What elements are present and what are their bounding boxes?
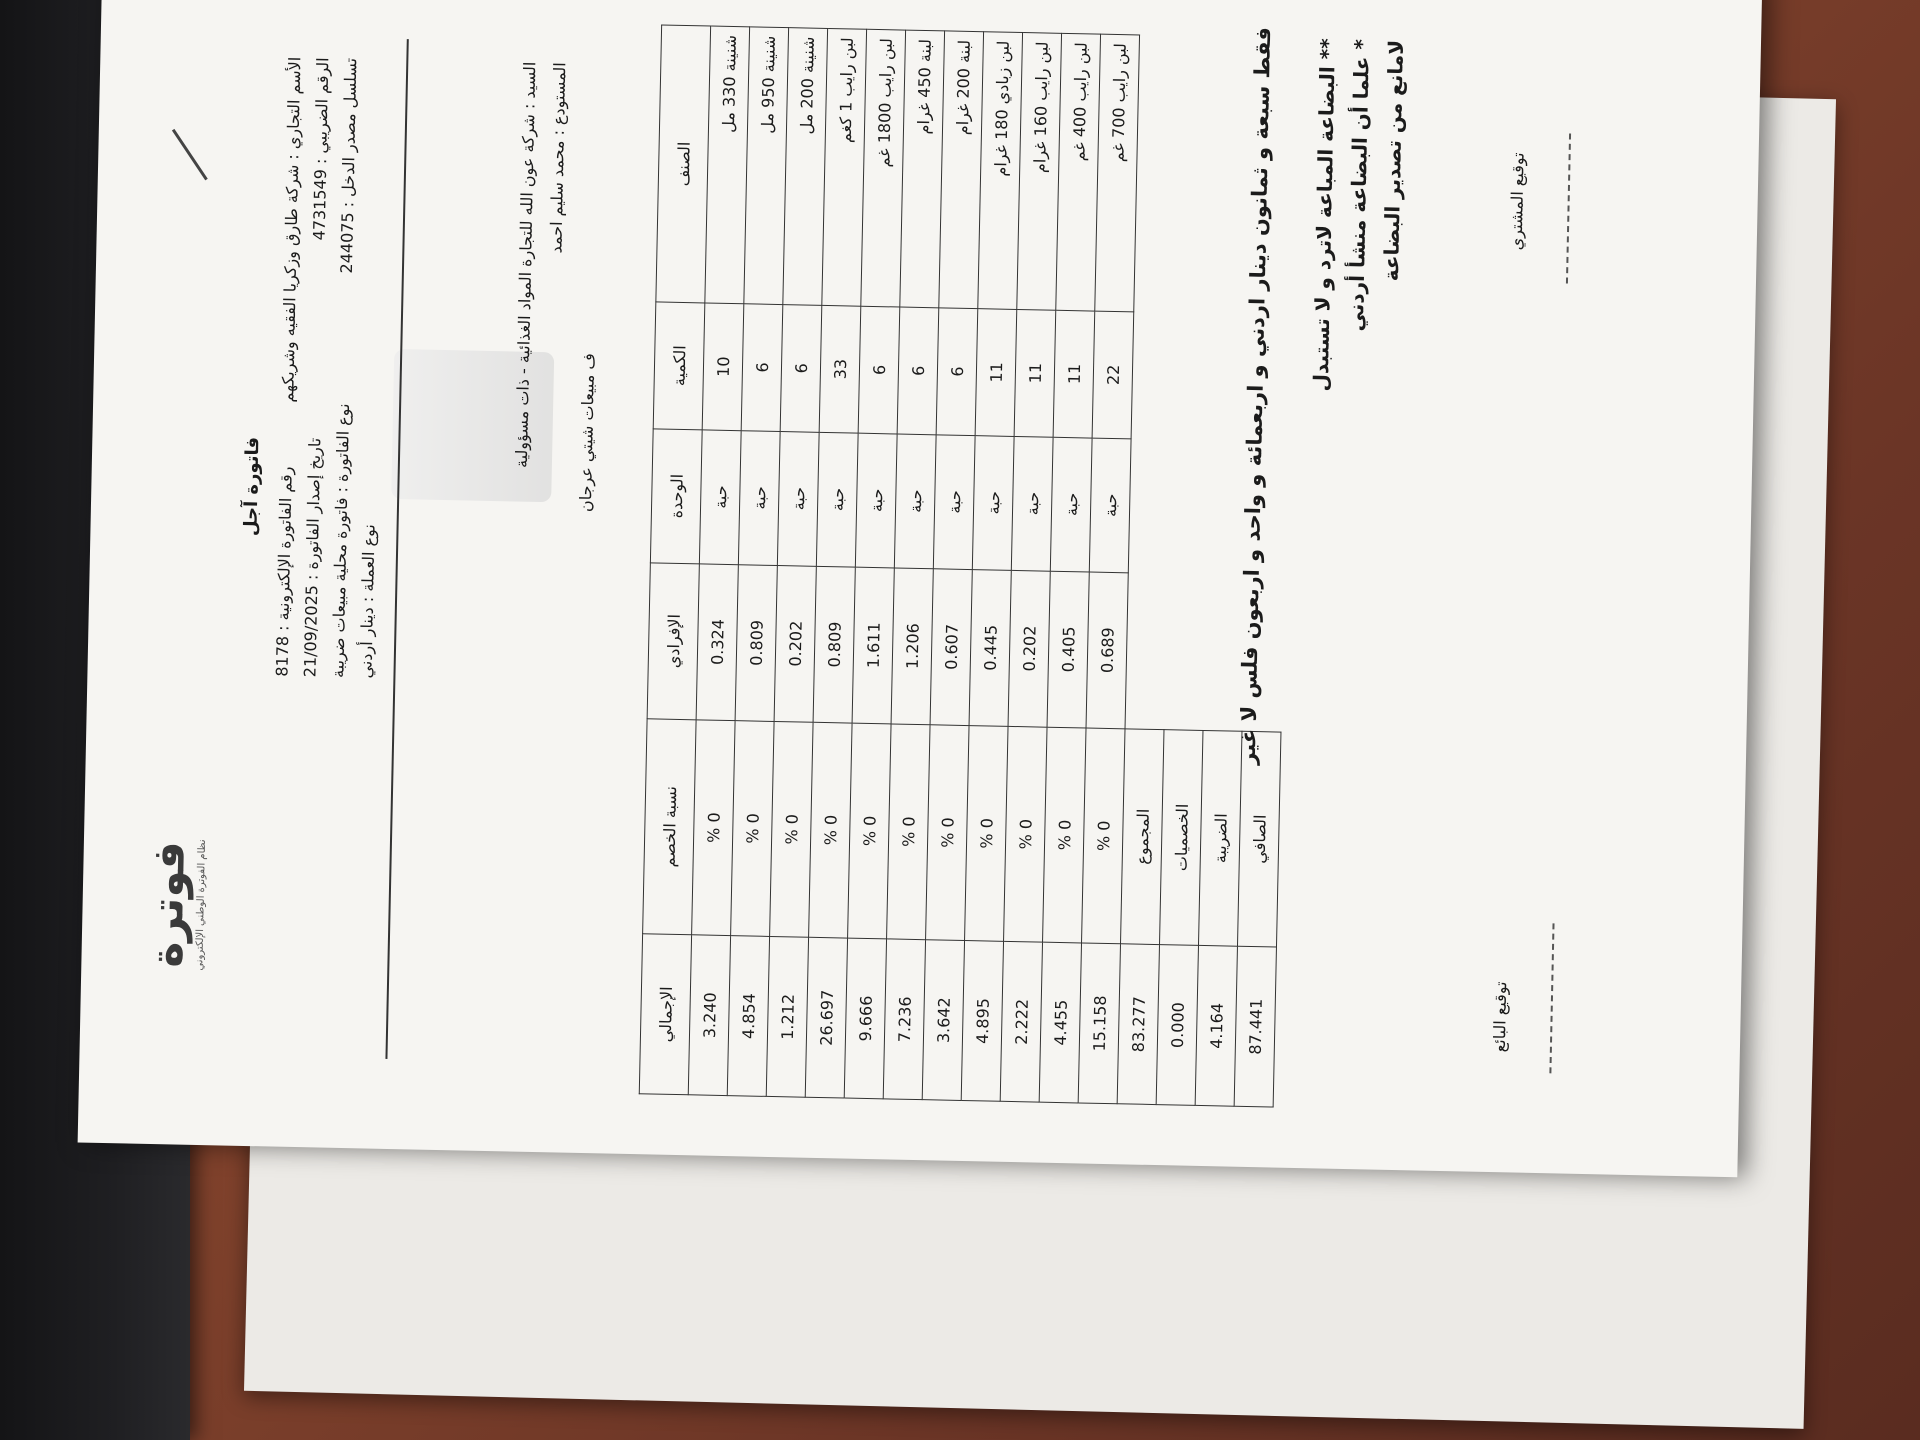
cell-qty: 10 — [702, 303, 744, 430]
cell-item: شنينة 950 مل — [744, 27, 789, 305]
cell-total: 3.642 — [922, 940, 964, 1101]
cell-unit: حبة — [1089, 438, 1131, 573]
buyer-warehouse-label: المستودع : — [548, 62, 570, 136]
cell-unit: حبة — [699, 430, 741, 565]
cell-qty: 6 — [936, 308, 978, 435]
invoice-date-row — [300, 438, 324, 678]
cell-total: 1.212 — [766, 937, 808, 1098]
cell-item: لبن رايب 1 كغم — [822, 28, 867, 306]
summary-spacer — [1170, 313, 1212, 440]
summary-label: المجموع — [1121, 728, 1165, 944]
cell-item: لبنة 450 غرام — [900, 30, 945, 308]
cell-unit: حبة — [1011, 436, 1053, 571]
cell-qty: 6 — [741, 304, 783, 431]
summary-spacer — [1134, 35, 1179, 313]
buyer-note: ف مبيعات شيتي عرجان — [575, 352, 599, 513]
invoice-number-label: رقم الفاتورة الإلكترونية : — [273, 466, 296, 632]
seller-tax-row — [310, 57, 333, 240]
note-line: لامانع من تصدير البضاعة — [1378, 39, 1408, 282]
cell-qty: 11 — [975, 309, 1017, 436]
summary-label: الخصميات — [1159, 729, 1203, 945]
cell-total: 4.895 — [961, 941, 1003, 1102]
buyer-signature-label: توقيع المشتري — [1506, 152, 1528, 251]
cell-item: شنينة 330 مل — [705, 26, 750, 304]
seller-income-serial-row — [337, 58, 361, 274]
buyer-warehouse-row — [546, 62, 569, 253]
cell-price: 0.202 — [774, 565, 816, 722]
cell-item: لبن رايب 400 غم — [1056, 33, 1101, 311]
cell-price: 0.445 — [969, 569, 1011, 726]
summary-spacer — [1164, 573, 1206, 730]
invoice-number-row — [272, 466, 295, 676]
cell-unit: حبة — [933, 434, 975, 569]
invoice-number: 8178 — [272, 635, 293, 677]
cell-qty: 6 — [780, 305, 822, 432]
summary-spacer — [1173, 36, 1218, 314]
cell-price: 0.689 — [1086, 572, 1128, 729]
cell-qty: 22 — [1092, 311, 1134, 438]
cell-qty: 6 — [897, 307, 939, 434]
summary-value: 87.441 — [1234, 946, 1276, 1107]
cell-price: 0.809 — [735, 565, 777, 722]
cell-item: لبن رايب 160 غرام — [1017, 33, 1062, 311]
summary-spacer — [1131, 312, 1173, 439]
amount-in-words: فقط سبعة و ثمانون دينار اردني و اربعمائة و واحد و اربعون فلس لا غير — [1235, 26, 1276, 766]
cell-qty: 11 — [1014, 309, 1056, 436]
cell-discount: 0 % — [770, 721, 814, 937]
cell-unit: حبة — [738, 430, 780, 565]
cell-total: 3.240 — [688, 935, 730, 1096]
seller-trade-name-row — [278, 57, 304, 403]
summary-spacer — [1167, 439, 1209, 574]
cell-discount: 0 % — [1004, 726, 1048, 942]
cell-price: 0.607 — [930, 569, 972, 726]
seller-tax-label: الرقم الضريبي : — [311, 57, 333, 165]
cell-qty: 11 — [1053, 310, 1095, 437]
seller-income-serial: 244075 — [336, 212, 358, 274]
summary-spacer — [1128, 439, 1170, 574]
summary-value: 0.000 — [1156, 945, 1198, 1106]
cell-unit: حبة — [777, 431, 819, 566]
cell-unit: حبة — [894, 434, 936, 569]
seller-trade-name: شركة طارق وزكريا الفقيه وشريكهم — [278, 164, 303, 403]
notes-block — [1304, 38, 1413, 393]
buyer-warehouse: محمد سليم احمد — [546, 140, 568, 254]
cell-total: 26.697 — [805, 937, 847, 1098]
fawtara-logo — [140, 774, 209, 1035]
cell-discount: 0 % — [1043, 727, 1087, 943]
cell-total: 4.854 — [727, 936, 769, 1097]
buyer-customer: شركة عون الله للتجارة المواد الغذائية - ذات مسؤولية — [511, 113, 539, 469]
cell-discount: 0 % — [692, 719, 736, 935]
cell-total: 2.222 — [1000, 941, 1042, 1102]
invoice-kind: فاتورة محلية مبيعات ضريبة — [328, 497, 352, 679]
invoice-date-label: تاريخ إصدار الفاتورة : — [302, 437, 325, 581]
seller-signature-label: توقيع البائع — [1489, 981, 1511, 1053]
items-table — [639, 24, 1296, 1107]
cell-discount: 0 % — [731, 720, 775, 936]
invoice-kind-row — [328, 403, 353, 678]
cell-total: 9.666 — [844, 938, 886, 1099]
cell-total: 4.455 — [1039, 942, 1081, 1103]
invoice-kind-label: نوع الفاتورة : — [332, 403, 354, 493]
invoice-currency: دينار أردني — [356, 607, 377, 679]
invoice-date: 21/09/2025 — [300, 584, 322, 678]
cell-discount: 0 % — [848, 723, 892, 939]
cell-item: شنينة 200 مل — [783, 28, 828, 306]
seller-signature-line — [1549, 923, 1554, 1073]
header-unit: الوحدة — [650, 429, 702, 564]
cell-discount: 0 % — [965, 725, 1009, 941]
summary-value: 4.164 — [1195, 946, 1237, 1107]
header-total: الإجمالي — [639, 934, 691, 1095]
header-item: الصنف — [656, 25, 711, 303]
cell-price: 0.202 — [1008, 570, 1050, 727]
header-qty: الكمية — [653, 302, 705, 430]
note-line: ** البضاعة المباعة لاترد و لا تستبدل — [1308, 38, 1341, 392]
logo-subtitle: نظام الفوترة الوطني الإلكتروني — [194, 839, 208, 971]
summary-label: الضريبة — [1198, 730, 1242, 946]
header-divider — [385, 39, 408, 1059]
cell-item: لبن رايب 1800 غم — [861, 29, 906, 307]
cell-unit: حبة — [816, 432, 858, 567]
buyer-customer-label: السيد : — [519, 61, 540, 110]
note-line: * علما أن البضاعة منشأ أردني — [1343, 38, 1375, 332]
cell-unit: حبة — [972, 435, 1014, 570]
cell-price: 0.809 — [813, 566, 855, 723]
cell-qty: 6 — [858, 306, 900, 433]
cell-discount: 0 % — [809, 722, 853, 938]
cell-discount: 0 % — [887, 724, 931, 940]
cell-price: 1.206 — [891, 568, 933, 725]
cell-price: 0.324 — [696, 564, 738, 721]
cell-qty: 33 — [819, 305, 861, 432]
cell-price: 1.611 — [852, 567, 894, 724]
summary-spacer — [1125, 573, 1167, 730]
invoice-currency-row — [356, 524, 378, 679]
summary-label: الصافي — [1237, 731, 1281, 947]
cell-item: لبن زبادي 180 غرام — [978, 32, 1023, 310]
invoice-sheet — [78, 0, 1763, 1177]
cell-unit: حبة — [1050, 437, 1092, 572]
seller-trade-name-label: الأسم التجاري : — [283, 56, 305, 160]
invoice-currency-label: نوع العملة : — [357, 523, 379, 603]
header-discount: نسبة الخصم — [643, 718, 697, 934]
cell-total: 15.158 — [1078, 943, 1120, 1104]
invoice-type-title: فاتورة آجل — [240, 436, 264, 537]
logo-word: فوترة — [141, 840, 195, 968]
cell-item: لبن رايب 700 غم — [1095, 34, 1140, 312]
cell-unit: حبة — [855, 433, 897, 568]
cell-item: لبنة 200 غرام — [939, 31, 984, 309]
seller-income-serial-label: تسلسل مصدر الدخل : — [338, 57, 361, 208]
header-price: الإفرادي — [647, 563, 699, 720]
summary-value: 83.277 — [1117, 944, 1159, 1105]
cell-discount: 0 % — [1082, 728, 1126, 944]
seller-tax-number: 4731549 — [309, 168, 331, 241]
cell-discount: 0 % — [926, 724, 970, 940]
pen-mark — [172, 129, 208, 181]
buyer-signature-line — [1566, 133, 1571, 283]
cell-total: 7.236 — [883, 939, 925, 1100]
cell-price: 0.405 — [1047, 571, 1089, 728]
